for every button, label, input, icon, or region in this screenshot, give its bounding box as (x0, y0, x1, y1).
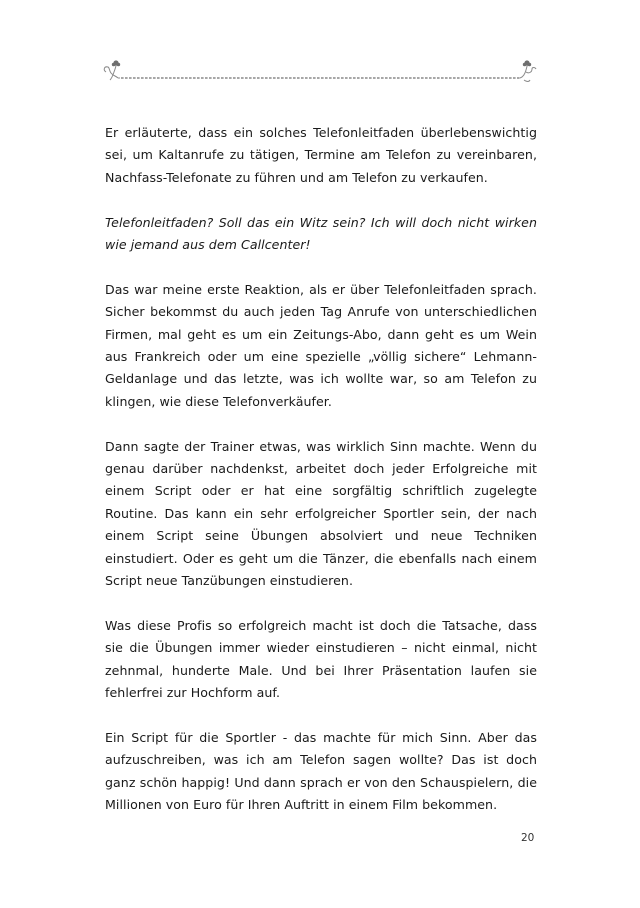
paragraph: Das war meine erste Reaktion, als er über Telefonleitfaden sprach. Sicher bekommst du auch jeden Tag Anrufe von unterschiedlichen Firmen, mal geht es um ein Zeitungs-Abo, dann geht es um Wein aus Frankreich oder um eine spezielle „völlig sichere“ Lehmann-Geldanlage und das letzte, was ich wollte war, so am Telefon zu klingen, wie diese Telefonverkäufer. (105, 281, 537, 409)
floral-dashed-rule-icon (100, 58, 540, 84)
right-flower-head-icon (523, 60, 531, 66)
paragraph: Dann sagte der Trainer etwas, was wirklich Sinn machte. Wenn du genau darüber nachdenkst, arbeitet doch jeder Erfolgreiche mit einem Script oder er hat eine sorgfältig schriftlich zugelegte Routine. Das kann ein sehr erfolgreicher Sportler sein, der nach einem Script seine Übungen absolviert und neue Techniken einstudiert. Oder es geht um die Tänzer, die ebenfalls nach einem Script neue Tanzübungen einstudieren. (105, 438, 537, 589)
paragraph-italic-quote: Telefonleitfaden? Soll das ein Witz sein? Ich will doch nicht wirken wie jemand aus dem Callcenter! (105, 214, 537, 253)
paragraph: Was diese Profis so erfolgreich macht ist doch die Tatsache, dass sie die Übungen immer wieder einstudieren – nicht einmal, nicht zehnmal, hunderte Male. Und bei Ihrer Präsentation laufen sie fehlerfrei zur Hochform auf. (105, 617, 537, 701)
right-flower-icon (520, 64, 536, 82)
paragraph: Ein Script für die Sportler - das machte für mich Sinn. Aber das aufzuschreiben, was ich am Telefon sagen wollte? Das ist doch ganz schön happig! Und dann sprach er von den Schauspielern, die Millionen von Euro für Ihren Auftritt in einem Film bekommen. (105, 729, 537, 813)
left-flower-icon (104, 65, 120, 80)
left-flower-head-icon (112, 60, 120, 66)
paragraph: Er erläuterte, dass ein solches Telefonleitfaden überlebenswichtig sei, um Kaltanrufe zu tätigen, Termine am Telefon zu vereinbaren, Nachfass-Telefonate zu führen und am Telefon zu verkaufen. (105, 125, 537, 185)
header-ornament (100, 58, 540, 84)
body-text (105, 122, 537, 839)
page-number: 20 (521, 832, 535, 844)
